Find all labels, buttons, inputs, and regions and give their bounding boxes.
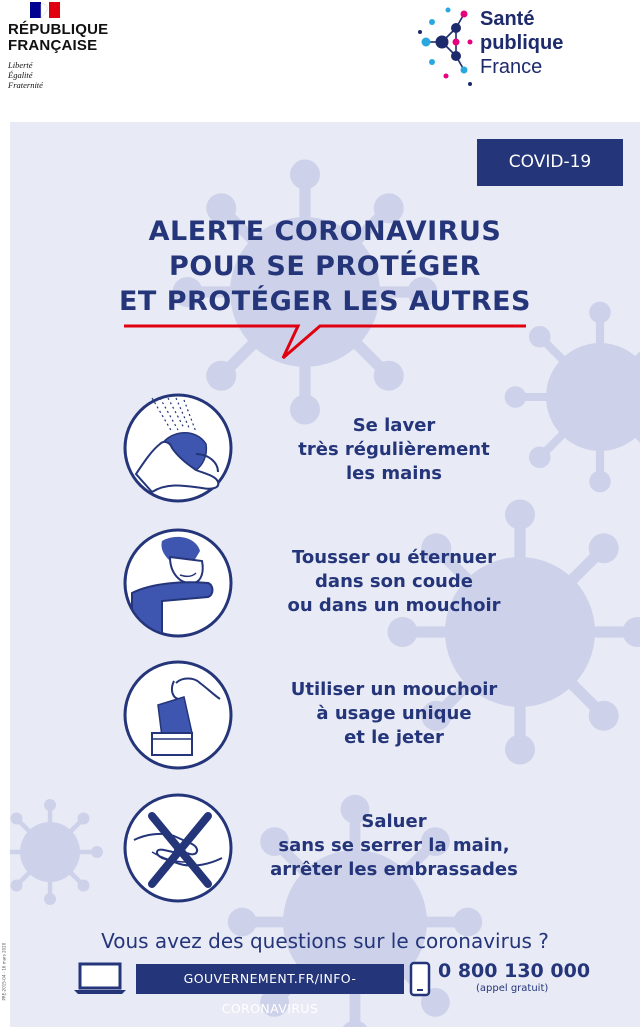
advice-line: dans son coude xyxy=(315,571,473,592)
advice-line: Se laver xyxy=(352,415,436,436)
republic-line-1: RÉPUBLIQUE xyxy=(8,21,109,38)
agency-line-2: publique xyxy=(480,32,564,54)
title-line-2: POUR SE PROTÉGER xyxy=(169,251,481,282)
molecule-dots-logo-icon xyxy=(412,2,482,92)
header xyxy=(0,0,640,122)
hand-washing-icon xyxy=(122,392,234,504)
motto-fraternite: Fraternité xyxy=(8,80,43,90)
phone-number[interactable]: 0 800 130 000 xyxy=(438,960,591,982)
advice-line: très régulièrement xyxy=(298,439,490,460)
advice-no-handshake xyxy=(248,810,540,882)
advice-line: arrêter les embrassades xyxy=(270,859,518,880)
tissue-box-icon xyxy=(122,659,234,771)
advice-line: Utiliser un mouchoir xyxy=(290,679,498,700)
speech-bubble-underline xyxy=(120,318,530,368)
advice-single-use-tissue xyxy=(248,678,540,750)
advice-line: les mains xyxy=(346,463,442,484)
covid-badge: COVID-19 xyxy=(477,139,623,186)
questions-heading: Vous avez des questions sur le coronavirus ? xyxy=(101,929,549,953)
phone-note: (appel gratuit) xyxy=(476,983,549,994)
motto-egalite: Égalité xyxy=(8,70,33,80)
motto-liberte: Liberté xyxy=(8,60,33,70)
advice-line: Saluer xyxy=(361,811,427,832)
republic-line-2: FRANÇAISE xyxy=(8,37,98,54)
marianne-flag-icon xyxy=(30,2,60,18)
title-line-1: ALERTE CORONAVIRUS xyxy=(148,216,502,247)
no-handshake-icon xyxy=(122,792,234,904)
advice-line: Tousser ou éternuer xyxy=(292,547,496,568)
title-line-3: ET PROTÉGER LES AUTRES xyxy=(118,286,532,317)
advice-line: et le jeter xyxy=(344,727,444,748)
smartphone-icon xyxy=(409,961,431,997)
advice-line: ou dans un mouchoir xyxy=(287,595,501,616)
info-website-link[interactable]: GOUVERNEMENT.FR/INFO-CORONAVIRUS xyxy=(136,964,404,994)
elbow-sneeze-icon xyxy=(122,527,234,639)
advice-wash-hands xyxy=(248,414,540,486)
agency-line-1: Santé xyxy=(480,8,535,30)
advice-cough-elbow xyxy=(248,546,540,618)
agency-line-3: France xyxy=(480,56,543,78)
laptop-icon xyxy=(72,962,128,996)
advice-line: à usage unique xyxy=(316,703,472,724)
advice-line: sans se serrer la main, xyxy=(278,835,510,856)
document-reference: PRE-2015-04 - 16 mars 2020 xyxy=(1,942,7,1001)
